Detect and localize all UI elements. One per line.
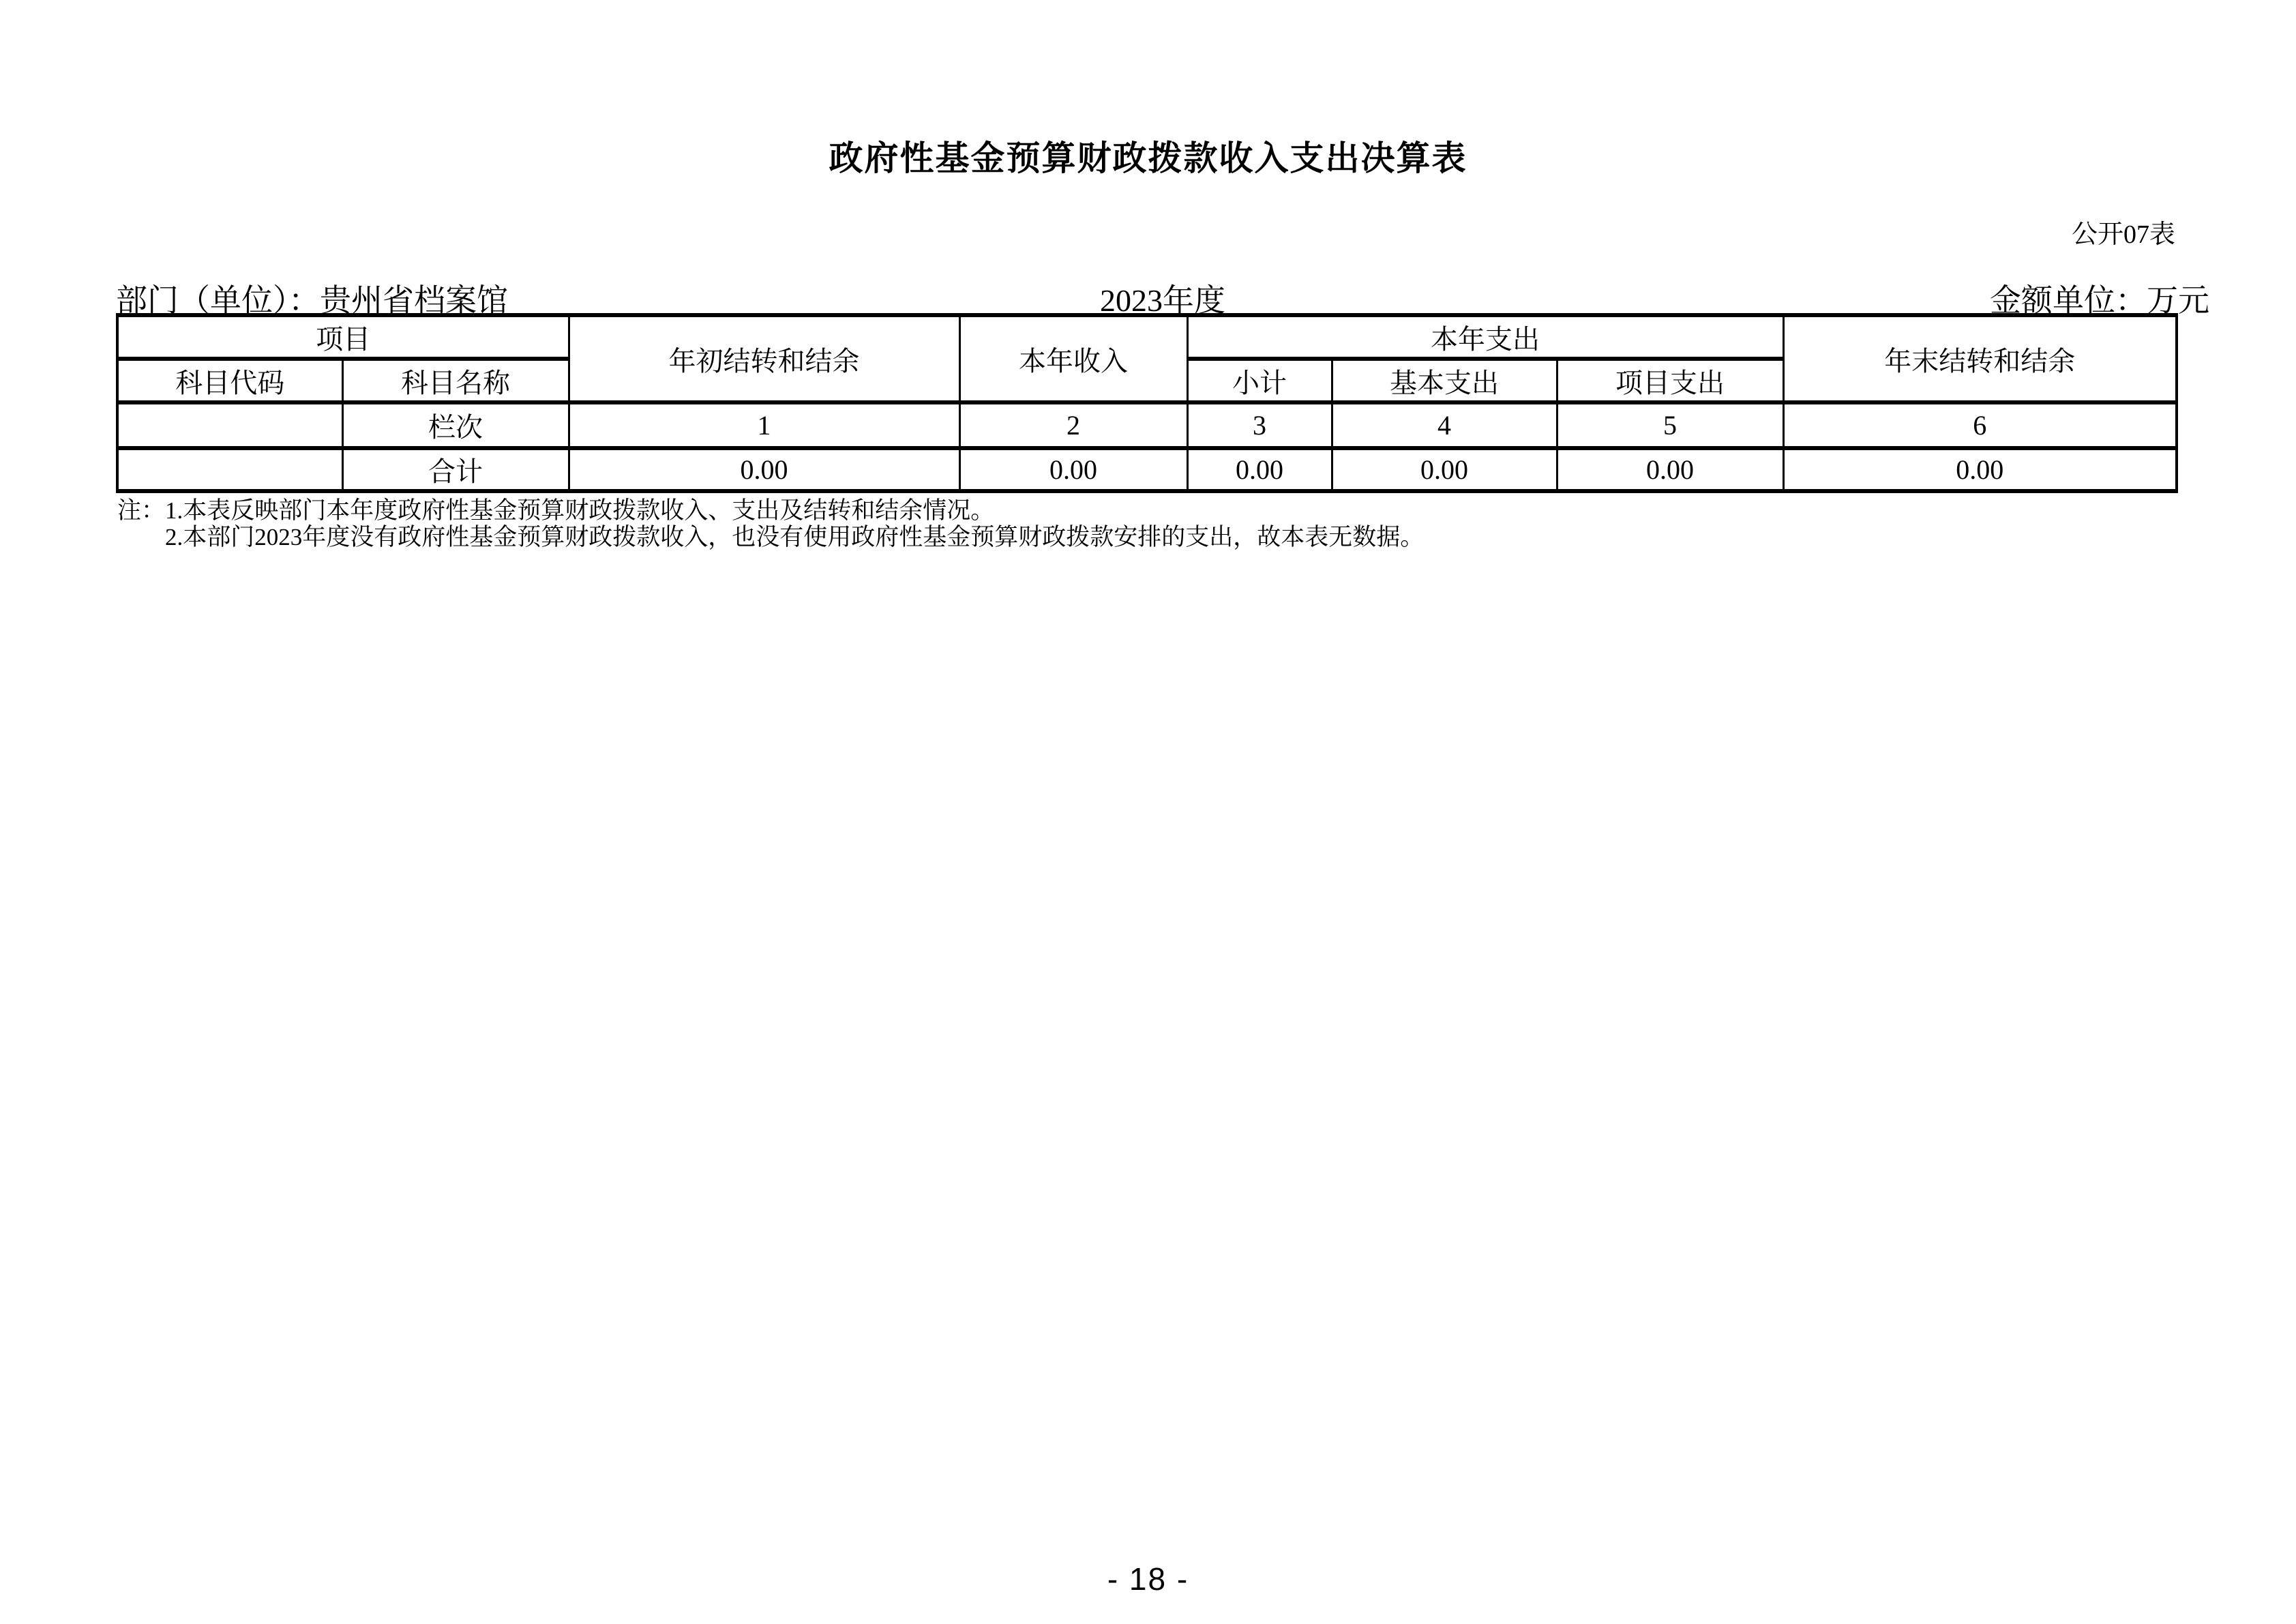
fiscal-year-label: 2023年度 [1100, 283, 1225, 318]
total-cell-basic-expenditure: 0.00 [1332, 448, 1557, 491]
total-cell-closing-balance: 0.00 [1783, 448, 2177, 491]
empty-cell [117, 448, 342, 491]
total-row [117, 448, 2177, 491]
index-cell-4: 4 [1332, 402, 1557, 448]
header-cell-subject-name: 科目名称 [342, 359, 569, 402]
unit-label: 金额单位：万元 [1990, 283, 2209, 318]
department-label: 部门（单位）：贵州省档案馆 [116, 283, 508, 318]
total-row-label: 合计 [342, 448, 569, 491]
index-row-label: 栏次 [342, 402, 569, 448]
index-cell-3: 3 [1187, 402, 1332, 448]
total-cell-current-income: 0.00 [959, 448, 1187, 491]
total-cell-opening-balance: 0.00 [569, 448, 959, 491]
notes [117, 497, 2197, 550]
index-cell-1: 1 [569, 402, 959, 448]
page-number: - 18 - [1107, 1561, 1189, 1597]
header-cell-project-expenditure: 项目支出 [1557, 359, 1783, 402]
index-cell-5: 5 [1557, 402, 1783, 448]
column-index-row [117, 402, 2177, 448]
empty-cell [117, 402, 342, 448]
header-cell-subject-code: 科目代码 [117, 359, 342, 402]
header-cell-opening-balance: 年初结转和结余 [569, 315, 959, 402]
header-cell-subtotal: 小计 [1187, 359, 1332, 402]
header-cell-project-group: 项目 [117, 315, 569, 359]
header-cell-basic-expenditure: 基本支出 [1332, 359, 1557, 402]
note-line-1: 注：1.本表反映部门本年度政府性基金预算财政拨款收入、支出及结转和结余情况。 [117, 497, 995, 524]
note-line-2: 2.本部门2023年度没有政府性基金预算财政拨款收入，也没有使用政府性基金预算财政拨款安排的支出，故本表无数据。 [165, 524, 1425, 550]
index-cell-6: 6 [1783, 402, 2177, 448]
header-cell-current-expenditure: 本年支出 [1187, 315, 1783, 359]
total-cell-project-expenditure: 0.00 [1557, 448, 1783, 491]
meta-row [116, 276, 2209, 318]
index-cell-2: 2 [959, 402, 1187, 448]
header-row-1 [117, 315, 2177, 359]
page-title: 政府性基金预算财政拨款收入支出决算表 [829, 139, 1467, 177]
header-cell-closing-balance: 年末结转和结余 [1783, 315, 2177, 402]
total-cell-subtotal: 0.00 [1187, 448, 1332, 491]
form-code: 公开07表 [2071, 220, 2175, 249]
header-cell-current-income: 本年收入 [959, 315, 1187, 402]
budget-table [116, 313, 2178, 493]
